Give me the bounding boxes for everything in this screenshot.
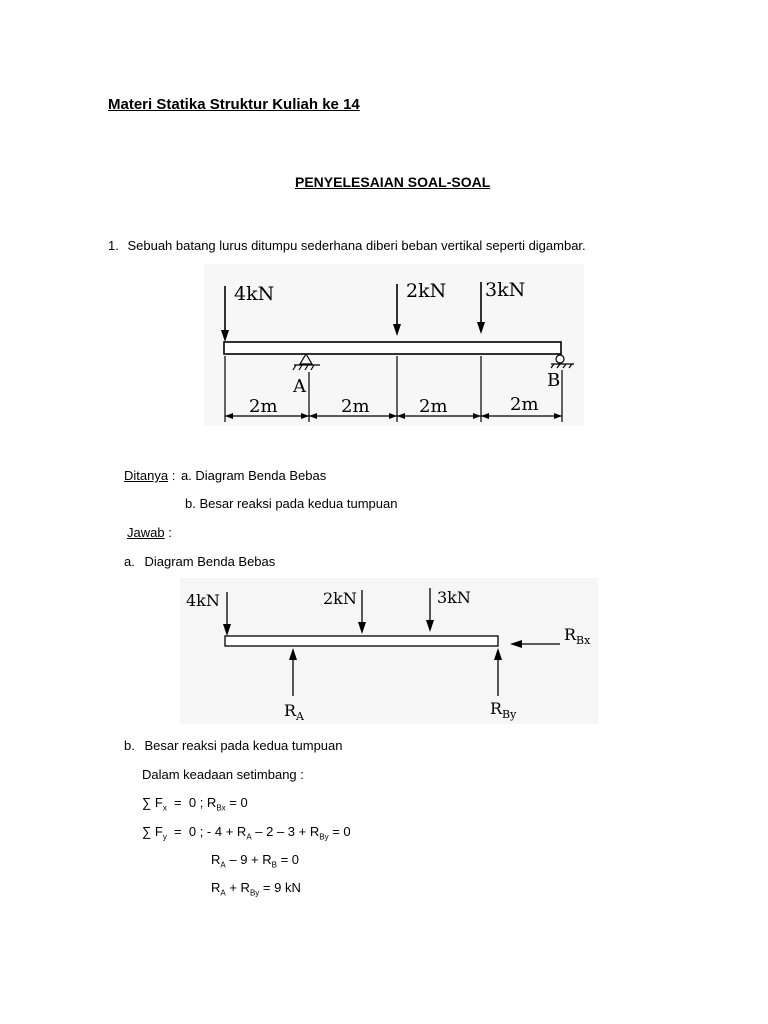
asked-item-a: a. Diagram Benda Bebas <box>180 468 327 483</box>
fbd-load-2kn-label: 2kN <box>323 589 357 608</box>
asked-colon: : <box>168 468 176 483</box>
beam <box>224 342 561 354</box>
span-3-label: 2m <box>419 396 448 417</box>
answer-part-b-text: Besar reaksi pada kedua tumpuan <box>144 738 343 753</box>
equation-sum-fy: ∑ $F_y = 0$ ; - $4 + R_A - 2 - 3 + R_{By} = 0$ <box>142 824 351 842</box>
answer-part-a-text: Diagram Benda Bebas <box>144 554 276 569</box>
answer-heading <box>127 525 172 540</box>
problem-statement <box>108 238 586 253</box>
support-b-label: B <box>547 370 561 391</box>
free-body-diagram <box>180 578 598 724</box>
equation-sum-fx: ∑ $F_x = 0$ ; $R_{Bx} = 0$ <box>142 795 248 813</box>
reaction-rbx-label: $R_{Bx}$ <box>564 625 591 647</box>
fbd-load-4kn-label: 4kN <box>186 591 220 610</box>
course-title: Materi Statika Struktur Kuliah ke 14 <box>108 96 360 113</box>
equation-reaction-sum: $R_A - 9 + R_B = 0$ <box>211 852 300 870</box>
answer-part-b-marker: b. <box>124 738 135 753</box>
beam-diagram <box>204 264 584 426</box>
support-a-label: A <box>293 376 306 397</box>
asked-item-b: b. Besar reaksi pada kedua tumpuan <box>185 496 398 511</box>
reaction-ra-label: $R_A$ <box>284 701 304 723</box>
span-4-label: 2m <box>510 394 539 415</box>
answer-label: Jawab <box>127 525 165 540</box>
load-2kn-label: 2kN <box>406 280 447 302</box>
fbd-load-3kn-label: 3kN <box>437 588 471 607</box>
load-4kn-label: 4kN <box>234 283 275 305</box>
load-3kn-label: 3kN <box>485 279 526 301</box>
equation-reaction-result: $R_A + R_{By} = 9$ kN <box>211 880 301 898</box>
problem-text: Sebuah batang lurus ditumpu sederhana diberi beban vertikal seperti digambar. <box>127 238 586 253</box>
answer-colon: : <box>164 525 172 540</box>
beam-figure <box>204 264 584 426</box>
answer-part-b <box>124 738 342 753</box>
asked-label: Ditanya <box>124 468 169 483</box>
span-2-label: 2m <box>341 396 370 417</box>
problem-number: 1. <box>108 238 119 253</box>
answer-part-a-marker: a. <box>124 554 135 569</box>
span-1-label: 2m <box>249 396 278 417</box>
answer-part-a <box>124 554 275 569</box>
free-body-figure <box>180 578 598 724</box>
section-title: PENYELESAIAN SOAL-SOAL <box>295 174 491 190</box>
fbd-beam <box>225 636 498 646</box>
equilibrium-intro: Dalam keadaan setimbang : <box>142 767 304 782</box>
asked-line-a <box>124 468 326 483</box>
reaction-rby-label: $R_{By}$ <box>490 699 517 721</box>
